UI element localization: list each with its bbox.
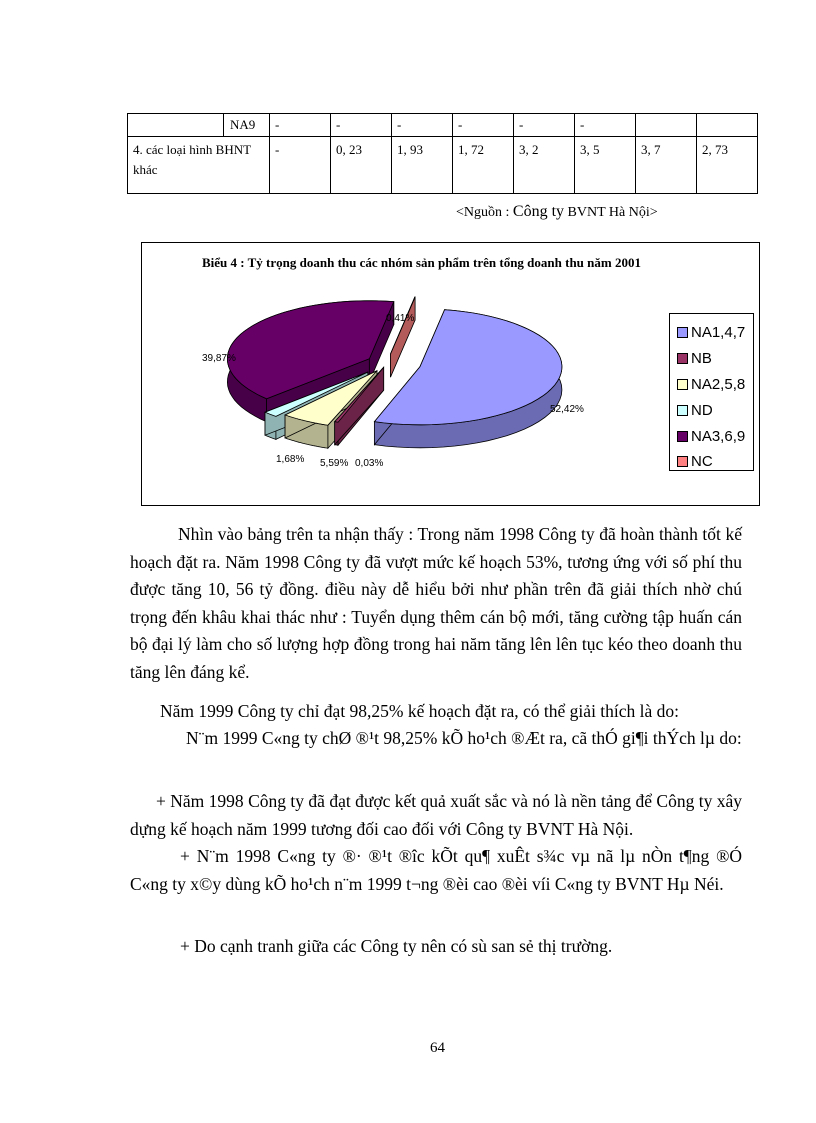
paragraph: + N¨m 1998 C«ng ty ®· ®¹t ®îc kÕt qu¶ xuÊt s¾c vµ nã lµ nÒn t¶ng ®Ó C«ng ty x©y dùng kÕ ho¹ch n¨m 1999 t¬ng ®èi cao ®èi víi C«ng ty BVNT Hµ Néi. xyxy=(130,846,742,894)
source-company: Công ty xyxy=(512,203,565,220)
legend-swatch xyxy=(677,405,688,416)
legend-item xyxy=(677,346,753,372)
table-cell: 2, 73 xyxy=(697,137,758,194)
legend-swatch xyxy=(677,353,688,364)
source-note xyxy=(456,203,658,221)
chart-title: Biểu 4 : Tỷ trọng doanh thu các nhóm sản phẩm trên tổng doanh thu năm 2001 xyxy=(202,255,641,270)
data-label-na147: 52,42% xyxy=(550,404,584,415)
paragraph: Năm 1999 Công ty chỉ đạt 98,25% kế hoạch đặt ra, có thể giải thích là do: xyxy=(160,701,680,721)
paragraph: + Năm 1998 Công ty đã đạt được kết quả xuất sắc và nó là nền tảng để Công ty xây dựng kế hoạch năm 1999 tương đối cao đối với Công ty BVNT Hà Nội. xyxy=(130,791,742,839)
table-cell: 3, 5 xyxy=(575,137,636,194)
table-cell: 0, 23 xyxy=(331,137,392,194)
table-cell xyxy=(697,114,758,137)
legend-swatch xyxy=(677,456,688,467)
row-label xyxy=(128,114,224,137)
legend-item xyxy=(677,372,753,398)
data-label-na258: 5,59% xyxy=(320,458,349,469)
legend-swatch xyxy=(677,379,688,390)
legend-swatch xyxy=(677,327,688,338)
page-number: 64 xyxy=(430,1040,445,1056)
legend-label: NB xyxy=(691,350,712,368)
data-label-nc: 0,03% xyxy=(355,458,384,469)
legend-label: ND xyxy=(691,401,713,419)
row-label: 4. các loại hình BHNT khác xyxy=(128,137,270,194)
table-row xyxy=(128,137,758,194)
table-cell: - xyxy=(453,114,514,137)
table-cell: 3, 7 xyxy=(636,137,697,194)
table-cell: - xyxy=(575,114,636,137)
table-cell xyxy=(636,114,697,137)
legend-label: NA3,6,9 xyxy=(691,427,746,445)
row-sublabel: NA9 xyxy=(224,114,270,137)
table-cell: - xyxy=(270,137,331,194)
legend-label: NA2,5,8 xyxy=(691,375,746,393)
legend-item xyxy=(677,397,753,423)
table-cell: - xyxy=(331,114,392,137)
paragraph: N¨m 1999 C«ng ty chØ ®¹t 98,25% kÕ ho¹ch ®Æt ra, cã thÓ gi¶i thÝch lµ do: xyxy=(186,728,742,748)
legend-item xyxy=(677,423,753,449)
table-row xyxy=(128,114,758,137)
table-cell: 3, 2 xyxy=(514,137,575,194)
table-cell: 1, 93 xyxy=(392,137,453,194)
pie-plot xyxy=(142,243,759,505)
data-label-nd: 1,68% xyxy=(276,454,305,465)
table-cell: - xyxy=(270,114,331,137)
pie-chart xyxy=(141,242,760,506)
table-cell: - xyxy=(514,114,575,137)
table-cell: 1, 72 xyxy=(453,137,514,194)
legend-label: NA1,4,7 xyxy=(691,324,746,342)
paragraph: Nhìn vào bảng trên ta nhận thấy : Trong năm 1998 Công ty đã hoàn thành tốt kế hoạch đặt ra. Năm 1998 Công ty đã vượt mức kế hoạch 53%, tương ứng với số phí thu được tăng 10, 56 tỷ đồng. điều này dễ hiểu bởi như phần trên đã giải thích nhờ chú trọng đến khâu khai thác như : Tuyển dụng thêm cán bộ mới, tăng cường tập huấn cán bộ đại lý làm cho số lượng hợp đồng trong hai năm tăng lên lên tục kéo theo doanh thu tăng lên đáng kể. xyxy=(130,524,742,682)
data-label-na369: 39,87% xyxy=(202,353,236,364)
data-table xyxy=(127,113,758,194)
source-prefix: <Nguồn : xyxy=(456,205,513,220)
data-label-nb: 0,41% xyxy=(386,313,415,324)
source-rest: BVNT Hà Nội> xyxy=(564,205,658,220)
paragraph: + Do cạnh tranh giữa các Công ty nên có sù san sẻ thị trường. xyxy=(180,936,613,956)
table-cell: - xyxy=(392,114,453,137)
legend-swatch xyxy=(677,431,688,442)
legend-item xyxy=(677,320,753,346)
chart-legend xyxy=(669,313,754,471)
legend-item xyxy=(677,449,753,475)
legend-label: NC xyxy=(691,453,713,471)
